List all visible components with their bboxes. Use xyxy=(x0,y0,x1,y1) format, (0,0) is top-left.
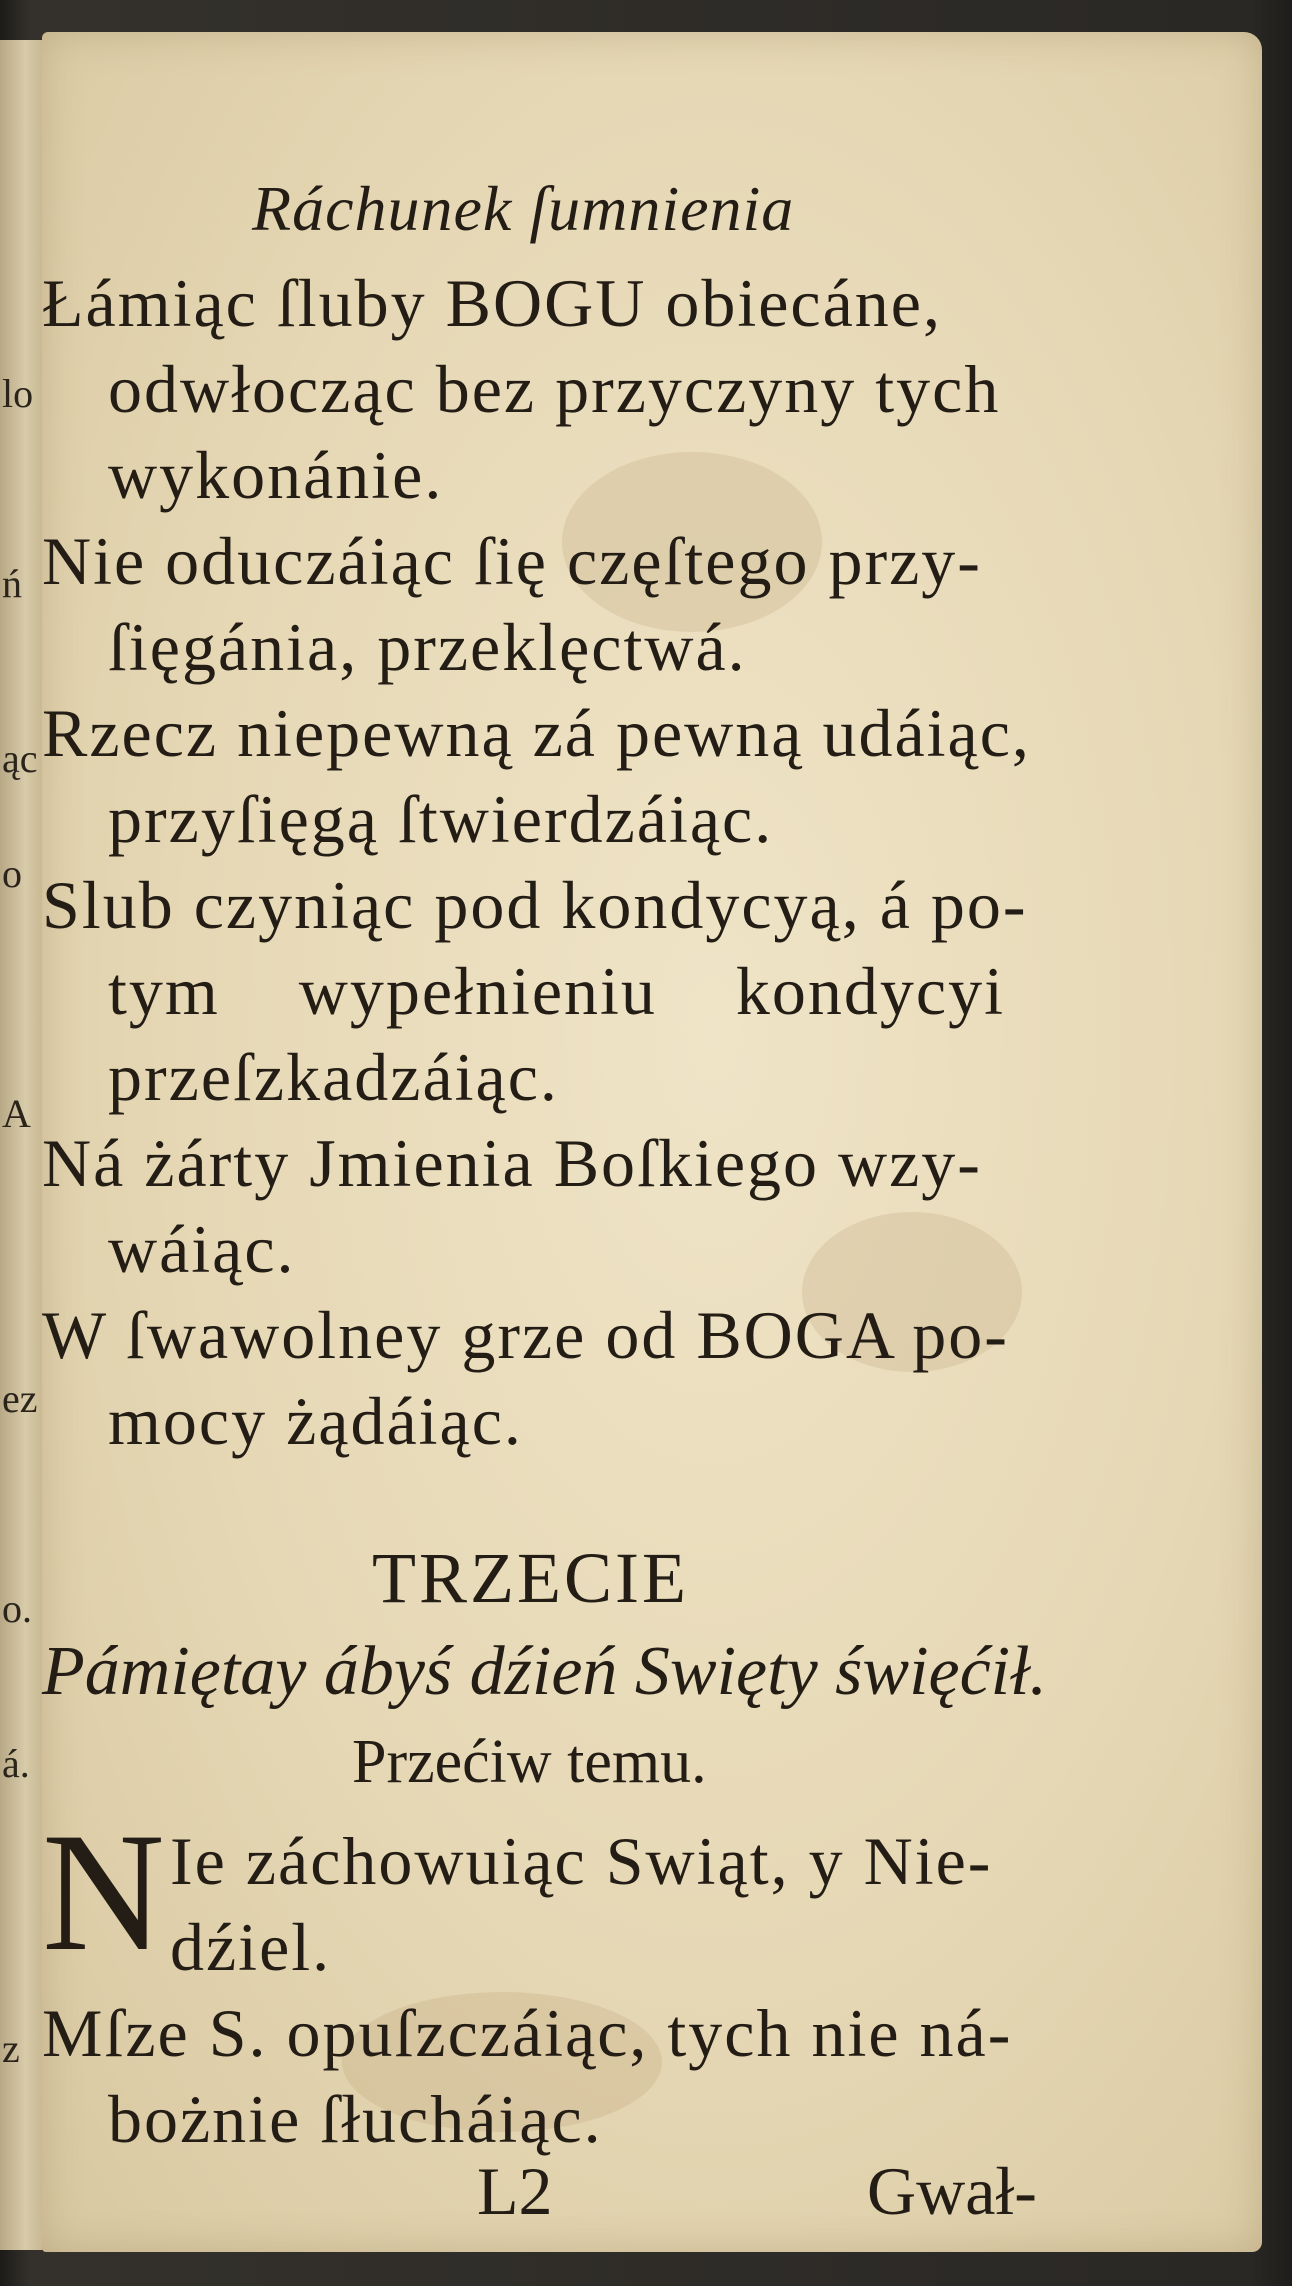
margin-fragment: A xyxy=(2,1091,31,1136)
text-line: odwłocząc bez przyczyny tych xyxy=(108,351,1001,427)
text-line: Slub czyniąc pod kondycyą, á po- xyxy=(42,867,1028,943)
book-page xyxy=(42,32,1262,2252)
text-line: mocy żądáiąc. xyxy=(108,1383,523,1459)
text-line: W ſwawolney grze od BOGA po- xyxy=(42,1297,1009,1373)
text-line: Nie oduczáiąc ſię częſtego przy- xyxy=(42,523,982,599)
adjacent-page-margin xyxy=(0,40,44,2250)
margin-fragment: á. xyxy=(2,1741,30,1786)
text-line: bożnie ſłucháiąc. xyxy=(108,2081,603,2157)
signature-mark: L2 xyxy=(477,2153,553,2229)
margin-fragment: ń xyxy=(2,561,22,606)
page-text xyxy=(42,32,1262,2252)
catchword: Gwał- xyxy=(867,2153,1037,2229)
text-line: przyſięgą ſtwierdzáiąc. xyxy=(108,781,774,857)
text-line: przeſzkadzáiąc. xyxy=(108,1039,559,1115)
text-line: dźiel. xyxy=(170,1909,332,1985)
margin-fragment: z xyxy=(2,2026,20,2071)
section-title: TRZECIE xyxy=(372,1538,689,1618)
text-line: Ie záchowuiąc Swiąt, y Nie- xyxy=(170,1823,993,1899)
subheading: Przećiw temu. xyxy=(352,1728,707,1796)
text-line: Łámiąc ſluby BOGU obiecáne, xyxy=(42,265,942,341)
commandment-heading: Pámiętay ábyś dźień Swięty święćił. xyxy=(42,1633,1048,1710)
text-line: wáiąc. xyxy=(108,1211,296,1287)
margin-fragment: lo xyxy=(2,371,34,416)
text-line: ſięgánia, przeklęctwá. xyxy=(108,609,747,685)
running-head: Ráchunek ſumnienia xyxy=(252,173,795,244)
margin-fragment: ąc xyxy=(2,736,38,781)
text-line: wykonánie. xyxy=(108,437,444,513)
margin-fragment: o xyxy=(2,851,22,896)
text-line: Rzecz niepewną zá pewną udáiąc, xyxy=(42,695,1031,771)
margin-fragment: ez xyxy=(2,1376,38,1421)
text-line: Mſze S. opuſzczáiąc, tych nie ná- xyxy=(42,1995,1013,2071)
text-line: Ná żárty Jmienia Boſkiego wzy- xyxy=(42,1125,982,1201)
margin-fragment: o. xyxy=(2,1586,32,1631)
text-line: tym wypełnieniu kondycyi xyxy=(108,953,1006,1029)
drop-capital: N xyxy=(42,1798,165,1986)
